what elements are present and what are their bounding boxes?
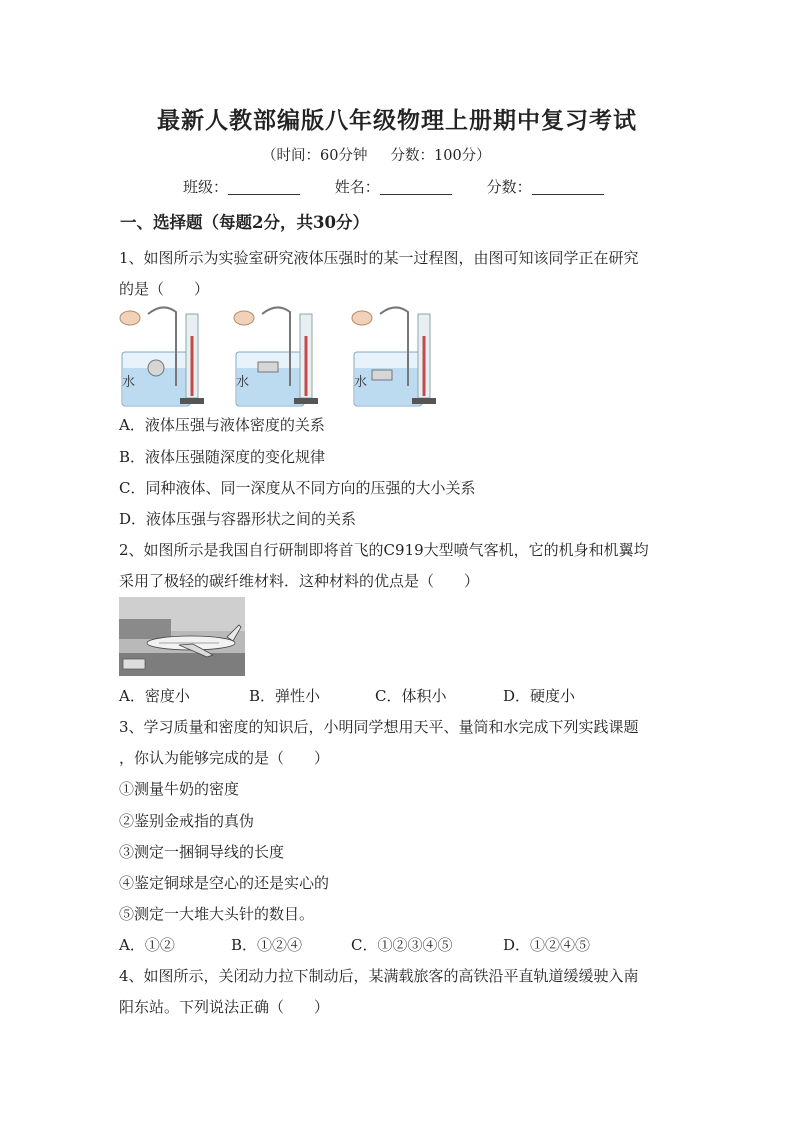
q2-options [119,685,575,706]
q2-option-b[interactable]: B．弹性小 [249,687,321,705]
q1-option-b[interactable]: B．液体压强随深度的变化规律 [119,448,326,466]
q1-option-d[interactable]: D．液体压强与容器形状之间的关系 [119,510,357,528]
q3-stem-line2: ，你认为能够完成的是（ ） [119,749,330,767]
q2-airplane-photo [119,597,245,676]
apparatus-3 [352,307,436,406]
q1-stem-line2: 的是（ ） [119,280,210,298]
q3-stem-line1: 3、学习质量和密度的知识后，小明同学想用天平、量筒和水完成下列实践课题 [119,718,639,736]
water-label-1: 水 [122,374,136,389]
q3-item-5: ⑤测定一大堆大头针的数目。 [119,905,315,923]
class-label: 班级： [183,178,229,196]
name-label: 姓名： [334,178,380,196]
q2-option-a[interactable]: A．密度小 [119,687,190,705]
q2-option-c[interactable]: C．体积小 [375,687,447,705]
student-info-row [183,176,634,197]
q3-item-2: ②鉴别金戒指的真伪 [119,812,255,830]
q3-option-c[interactable]: C．①②③④⑤ [351,936,453,954]
q1-stem-line1: 1、如图所示为实验室研究液体压强时的某一过程图，由图可知该同学正在研究 [119,249,639,267]
exam-subtitle: （时间：60分钟 分数：100分） [262,148,491,164]
q3-item-1: ①测量牛奶的密度 [119,780,240,798]
q3-item-3: ③测定一捆铜导线的长度 [119,843,285,861]
q3-option-a[interactable]: A．①② [119,936,175,954]
score-blank[interactable] [532,179,604,195]
q4-stem-line1: 4、如图所示，关闭动力拉下制动后，某满载旅客的高铁沿平直轨道缓缓驶入南 [119,967,639,985]
q2-stem-line1: 2、如图所示是我国自行研制即将首飞的C919大型喷气客机，它的机身和机翼均 [119,541,649,559]
q1-figure [118,306,448,408]
name-blank[interactable] [380,179,452,195]
class-blank[interactable] [228,179,300,195]
section-heading: 一、选择题（每题2分，共30分） [120,213,369,232]
q3-options [119,934,590,955]
score-label: 分数： [486,178,532,196]
exam-title: 最新人教部编版八年级物理上册期中复习考试 [157,107,637,134]
water-label-3: 水 [354,374,368,389]
q3-option-d[interactable]: D．①②④⑤ [503,936,591,954]
q2-option-d[interactable]: D．硬度小 [503,687,576,705]
q1-option-a[interactable]: A．液体压强与液体密度的关系 [119,416,325,434]
q2-stem-line2: 采用了极轻的碳纤维材料．这种材料的优点是（ ） [119,572,480,590]
q3-option-b[interactable]: B．①②④ [231,936,303,954]
water-label-2: 水 [236,374,250,389]
q3-item-4: ④鉴定铜球是空心的还是实心的 [119,874,330,892]
q4-stem-line2: 阳东站。下列说法正确（ ） [119,998,330,1016]
q1-option-c[interactable]: C．同种液体、同一深度从不同方向的压强的大小关系 [119,479,476,497]
apparatus-2 [234,307,318,406]
apparatus-1 [120,307,204,406]
